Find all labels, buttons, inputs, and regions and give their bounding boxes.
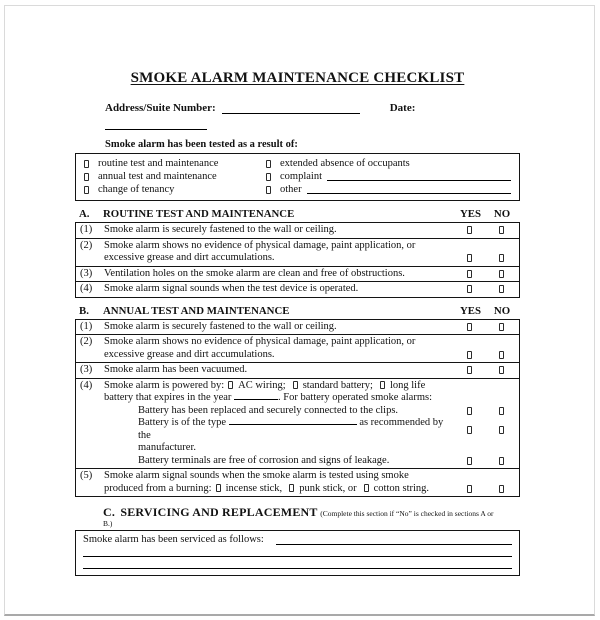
punk-stick-checkbox[interactable] — [289, 484, 294, 492]
yes-checkbox[interactable] — [467, 366, 472, 374]
row-number: (3) — [80, 267, 93, 279]
row-number: (1) — [80, 320, 93, 332]
row-text-part: standard battery; — [302, 379, 373, 391]
reason-checkbox-annual[interactable] — [84, 173, 89, 181]
section-note: (Complete this section if “No” is checked in sections A or — [320, 509, 494, 518]
row-text: Ventilation holes on the smoke alarm are clean and free of obstructions. — [104, 267, 405, 279]
yes-checkbox[interactable] — [467, 457, 472, 465]
yes-cell — [453, 254, 486, 262]
reason-checkbox-extended-absence[interactable] — [266, 160, 271, 168]
serviced-input-line-1[interactable] — [276, 537, 512, 545]
section-title: ANNUAL TEST AND MAINTENANCE — [103, 304, 290, 317]
row-text — [104, 392, 516, 405]
no-cell — [486, 457, 516, 465]
reason-row — [84, 157, 511, 170]
no-column-header: NO — [493, 208, 511, 220]
yes-checkbox[interactable] — [467, 485, 472, 493]
no-checkbox[interactable] — [499, 270, 504, 278]
complaint-input-line[interactable] — [327, 173, 511, 181]
address-row — [105, 102, 520, 114]
no-cell — [486, 407, 516, 415]
table-row — [76, 266, 519, 282]
no-cell — [486, 351, 516, 359]
no-checkbox[interactable] — [499, 366, 504, 374]
serviced-label: Smoke alarm has been serviced as follows: — [83, 534, 264, 545]
no-column-header: NO — [493, 304, 511, 317]
row-number: (4) — [80, 379, 93, 391]
yes-cell — [453, 485, 486, 493]
table-row — [76, 238, 519, 266]
section-id: B. — [79, 304, 89, 317]
section-c-header — [103, 505, 518, 528]
row-text: Smoke alarm signal sounds when the test device is operated. — [104, 283, 359, 294]
reason-label: complaint — [280, 171, 322, 182]
table-row — [76, 362, 519, 378]
yes-cell — [453, 323, 486, 331]
row-text: excessive grease and dirt accumulations. — [104, 348, 275, 360]
reason-label: other — [280, 184, 302, 195]
yes-checkbox[interactable] — [467, 270, 472, 278]
row-text: Smoke alarm shows no evidence of physical damage, paint application, or — [104, 336, 416, 347]
section-title: ROUTINE TEST AND MAINTENANCE — [103, 208, 295, 220]
reason-row — [84, 183, 511, 196]
row-text: manufacturer. — [138, 442, 197, 453]
reason-checkbox-other[interactable] — [266, 186, 271, 194]
no-checkbox[interactable] — [499, 407, 504, 415]
no-checkbox[interactable] — [499, 426, 504, 434]
row-text: Smoke alarm has been vacuumed. — [104, 364, 248, 375]
no-cell — [486, 270, 516, 278]
section-id: A. — [79, 208, 90, 220]
reason-row — [84, 170, 511, 183]
table-row — [76, 468, 519, 496]
row-number: (5) — [80, 470, 93, 481]
yes-checkbox[interactable] — [467, 407, 472, 415]
section-a-header — [75, 208, 520, 220]
reason-label: routine test and maintenance — [98, 158, 219, 169]
reason-checkbox-complaint[interactable] — [266, 173, 271, 181]
section-note-continued: B.) — [103, 519, 113, 528]
other-input-line[interactable] — [307, 186, 511, 194]
battery-type-input-line[interactable] — [229, 417, 357, 425]
no-checkbox[interactable] — [499, 485, 504, 493]
cotton-string-checkbox[interactable] — [364, 484, 369, 492]
reason-label: annual test and maintenance — [98, 171, 217, 182]
section-b-table — [75, 319, 520, 498]
row-text — [104, 483, 453, 496]
row-number: (2) — [80, 336, 93, 347]
address-input-line[interactable] — [222, 105, 360, 114]
reason-label: change of tenancy — [98, 184, 175, 195]
row-text — [104, 380, 516, 393]
reason-checkbox-routine[interactable] — [84, 160, 89, 168]
yes-checkbox[interactable] — [467, 426, 472, 434]
date-label: Date: — [389, 102, 416, 114]
standard-battery-checkbox[interactable] — [293, 381, 298, 389]
row-text: excessive grease and dirt accumulations. — [104, 252, 275, 263]
no-cell — [486, 285, 516, 293]
no-cell — [486, 426, 516, 434]
address-input-line-2[interactable] — [105, 121, 207, 130]
section-title: SERVICING AND REPLACEMENT — [120, 505, 318, 519]
table-row — [76, 281, 519, 297]
table-row — [76, 378, 519, 469]
row-text-part: Smoke alarm is powered by: — [104, 379, 225, 391]
table-row — [76, 334, 519, 362]
yes-column-header: YES — [459, 208, 481, 220]
row-text: Smoke alarm is securely fastened to the wall or ceiling. — [104, 320, 337, 332]
reason-label: extended absence of occupants — [280, 158, 410, 169]
yes-cell — [453, 366, 486, 374]
row-text-part: as recommended by the — [138, 417, 444, 441]
yes-checkbox[interactable] — [467, 254, 472, 262]
no-checkbox[interactable] — [499, 351, 504, 359]
checklist-form — [75, 0, 520, 576]
ac-wiring-checkbox[interactable] — [228, 381, 233, 389]
tested-heading: Smoke alarm has been tested as a result of: — [105, 139, 298, 150]
reason-checkbox-tenancy[interactable] — [84, 186, 89, 194]
yes-checkbox[interactable] — [467, 226, 472, 234]
yes-cell — [453, 457, 486, 465]
table-row — [76, 223, 519, 238]
yes-column-header: YES — [459, 304, 481, 317]
yes-checkbox[interactable] — [467, 351, 472, 359]
yes-cell — [453, 426, 486, 434]
yes-checkbox[interactable] — [467, 323, 472, 331]
yes-cell — [453, 407, 486, 415]
row-text: Smoke alarm signal sounds when the smoke alarm is tested using smoke — [104, 470, 409, 481]
row-text: Battery has been replaced and securely connected to the clips. — [138, 404, 399, 416]
row-text-part: long life — [389, 379, 426, 391]
serviced-box — [75, 530, 520, 576]
expiry-year-input-line[interactable] — [234, 392, 278, 400]
row-text-part: produced from a burning: — [104, 482, 212, 494]
no-checkbox[interactable] — [499, 323, 504, 331]
row-text-part: cotton string. — [373, 482, 430, 494]
no-cell — [486, 485, 516, 493]
section-a-table — [75, 222, 520, 298]
yes-cell — [453, 270, 486, 278]
long-life-battery-checkbox[interactable] — [380, 381, 385, 389]
section-b-header — [75, 305, 520, 317]
row-text-part: AC wiring; — [238, 379, 286, 391]
test-reason-box — [75, 153, 520, 201]
row-number: (3) — [80, 364, 93, 375]
row-text: Battery terminals are free of corrosion and signs of leakage. — [138, 454, 390, 466]
row-text-part: . For battery operated smoke alarms: — [278, 392, 432, 403]
row-text-part: incense stick, — [225, 482, 283, 494]
no-checkbox[interactable] — [499, 285, 504, 293]
row-number: (2) — [80, 239, 93, 251]
yes-checkbox[interactable] — [467, 285, 472, 293]
yes-cell — [453, 226, 486, 234]
no-checkbox[interactable] — [499, 254, 504, 262]
no-cell — [486, 226, 516, 234]
table-row — [76, 320, 519, 335]
no-cell — [486, 366, 516, 374]
no-checkbox[interactable] — [499, 457, 504, 465]
incense-stick-checkbox[interactable] — [216, 484, 221, 492]
serviced-input-line-3[interactable] — [83, 557, 512, 569]
yes-cell — [453, 285, 486, 293]
address-label: Address/Suite Number: — [105, 102, 216, 114]
form-title: SMOKE ALARM MAINTENANCE CHECKLIST — [130, 70, 465, 86]
row-number: (1) — [80, 224, 93, 235]
row-text: Smoke alarm is securely fastened to the wall or ceiling. — [104, 224, 337, 235]
section-id: C. — [103, 505, 116, 519]
no-checkbox[interactable] — [499, 226, 504, 234]
serviced-input-line-2[interactable] — [83, 545, 512, 557]
row-text: Smoke alarm shows no evidence of physical damage, paint application, or — [104, 239, 416, 251]
row-text-part: battery that expires in the year — [104, 392, 232, 403]
row-number: (4) — [80, 283, 93, 294]
row-text-part: punk stick, or — [299, 482, 357, 494]
row-text-part: Battery is of the type — [138, 417, 227, 428]
yes-cell — [453, 351, 486, 359]
row-text — [104, 417, 453, 442]
no-cell — [486, 323, 516, 331]
no-cell — [486, 254, 516, 262]
